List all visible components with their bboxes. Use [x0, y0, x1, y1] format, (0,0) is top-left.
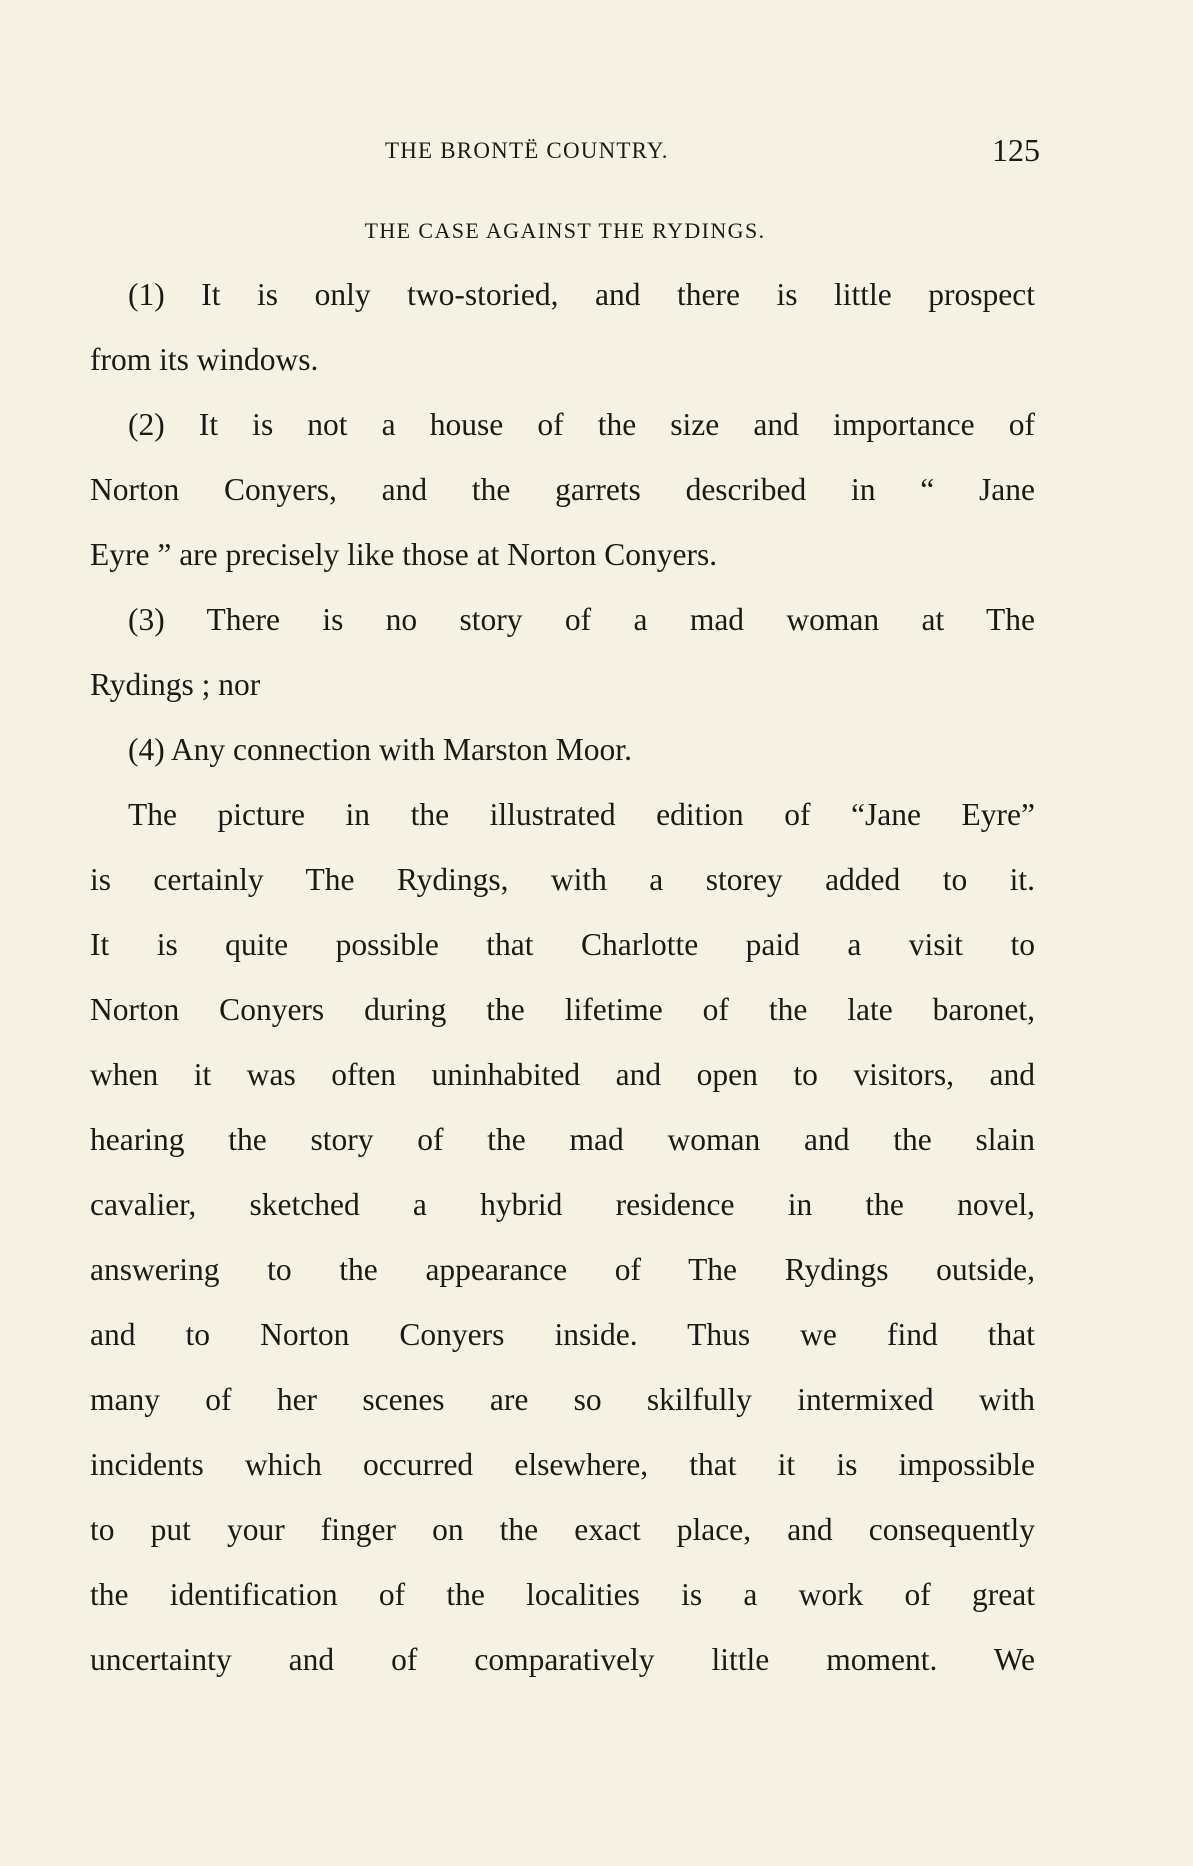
- text-line: Norton Conyers during the lifetime of the late baronet,: [90, 992, 1035, 1027]
- text-line: incidents which occurred elsewhere, that it is impossible: [90, 1447, 1035, 1482]
- text-line: uncertainty and of comparatively little moment. We: [90, 1642, 1035, 1677]
- text-line: Eyre ” are precisely like those at Norton Conyers.: [90, 537, 718, 572]
- text-line: is certainly The Rydings, with a storey added to it.: [90, 862, 1035, 897]
- text-line: when it was often uninhabited and open to visitors, and: [90, 1057, 1035, 1092]
- text-line: (1) It is only two-storied, and there is little prospect: [128, 277, 1035, 312]
- text-line: and to Norton Conyers inside. Thus we find that: [90, 1317, 1035, 1352]
- text-line: many of her scenes are so skilfully intermixed with: [90, 1382, 1035, 1417]
- text-line: The picture in the illustrated edition of “Jane Eyre”: [128, 797, 1035, 832]
- text-line: hearing the story of the mad woman and the slain: [90, 1122, 1035, 1157]
- text-line: (4) Any connection with Marston Moor.: [128, 732, 632, 767]
- body-text: [90, 262, 1035, 1692]
- page-number: 125: [992, 132, 1040, 168]
- text-line: to put your finger on the exact place, and consequently: [90, 1512, 1035, 1547]
- text-line: answering to the appearance of The Rydings outside,: [90, 1252, 1035, 1287]
- text-line: Rydings ; nor: [90, 667, 261, 702]
- text-line: the identification of the localities is a work of great: [90, 1577, 1035, 1612]
- running-head: [90, 132, 1040, 172]
- text-line: It is quite possible that Charlotte paid a visit to: [90, 927, 1035, 962]
- text-line: Norton Conyers, and the garrets described in “ Jane: [90, 472, 1035, 507]
- text-line: from its windows.: [90, 342, 319, 377]
- section-heading: THE CASE AGAINST THE RYDINGS.: [364, 218, 766, 243]
- running-title: THE BRONTË COUNTRY.: [385, 138, 669, 163]
- text-line: (3) There is no story of a mad woman at The: [128, 602, 1035, 637]
- text-line: cavalier, sketched a hybrid residence in the novel,: [90, 1187, 1035, 1222]
- text-line: (2) It is not a house of the size and importance of: [128, 407, 1035, 442]
